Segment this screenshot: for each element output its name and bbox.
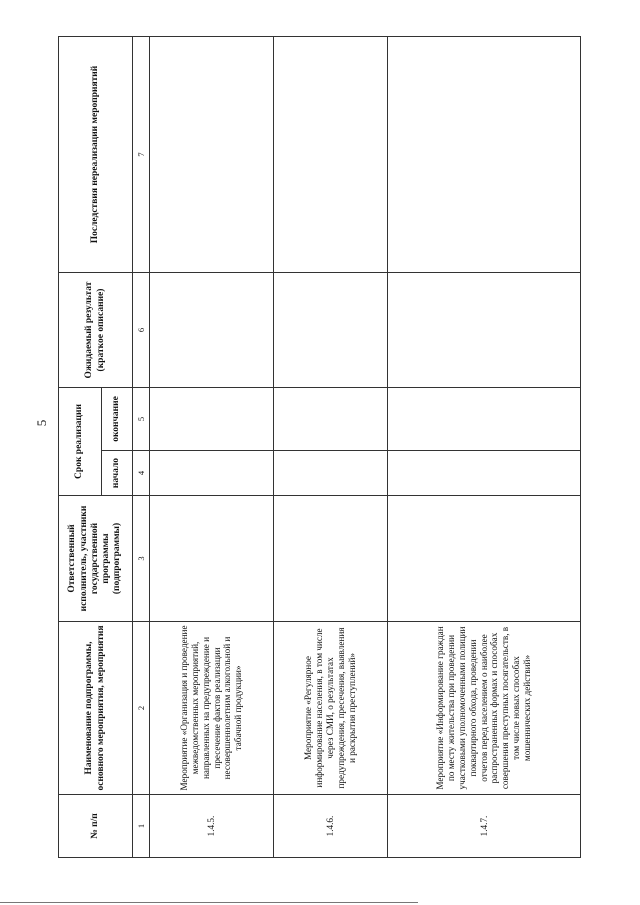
row-consequences [388,37,581,273]
table-row [150,37,274,858]
header-period: Срок реализации [59,388,102,496]
row-number: 1.4.7. [388,795,581,858]
column-number: 1 [133,795,150,858]
header-no: № п/п [59,795,133,858]
row-executor [388,496,581,622]
column-number: 3 [133,496,150,622]
table-row [388,37,581,858]
row-number: 1.4.6. [274,795,388,858]
row-number: 1.4.5. [150,795,274,858]
plan-table [58,36,581,858]
row-consequences [150,37,274,273]
rotated-table-area [58,37,640,839]
header-row-1 [59,37,102,858]
column-number: 2 [133,622,150,795]
row-result [388,273,581,388]
row-executor [150,496,274,622]
header-result: Ожидаемый результат (краткое описание) [59,273,133,388]
row-name: Мероприятие «Регулярное информирование населения, в том числе через СМИ, о результатах предупреждения, пресечения, выявления и раскрытия преступлений» [274,622,388,795]
row-end [388,388,581,451]
page-number: 5 [34,419,49,427]
row-executor [274,496,388,622]
row-end [274,388,388,451]
row-start [150,451,274,496]
header-consequences: Последствия нереализации мероприятий [59,37,133,273]
header-start: начало [102,451,133,496]
rotated-table-frame [58,37,581,858]
column-number-row [133,37,150,858]
row-consequences [274,37,388,273]
row-name: Мероприятие «Информирование граждан по месту жительства при проведении участковыми уполномоченными полиции поквартирного обхода, проведении отчетов перед населением о наиболее распространенных формах и способах совершения преступных посягательств, в том числе новых способах мошеннических действий» [388,622,581,795]
table-row [274,37,388,858]
row-start [274,451,388,496]
row-end [150,388,274,451]
column-number: 7 [133,37,150,273]
column-number: 4 [133,451,150,496]
row-result [150,273,274,388]
header-end: окончание [102,388,133,451]
header-executor: Ответственный исполнитель, участники государственной программы (подпрограммы) [59,496,133,622]
row-start [388,451,581,496]
column-number: 5 [133,388,150,451]
row-result [274,273,388,388]
header-name: Наименование подпрограммы, основного мероприятия, мероприятия [59,622,133,795]
column-number: 6 [133,273,150,388]
bottom-divider [0,902,418,903]
row-name: Мероприятие «Организация и проведение межведомственных мероприятий, направленных на предупреждение и пресечение фактов реализации несовершеннолетним алкогольной и табачной продукции» [150,622,274,795]
